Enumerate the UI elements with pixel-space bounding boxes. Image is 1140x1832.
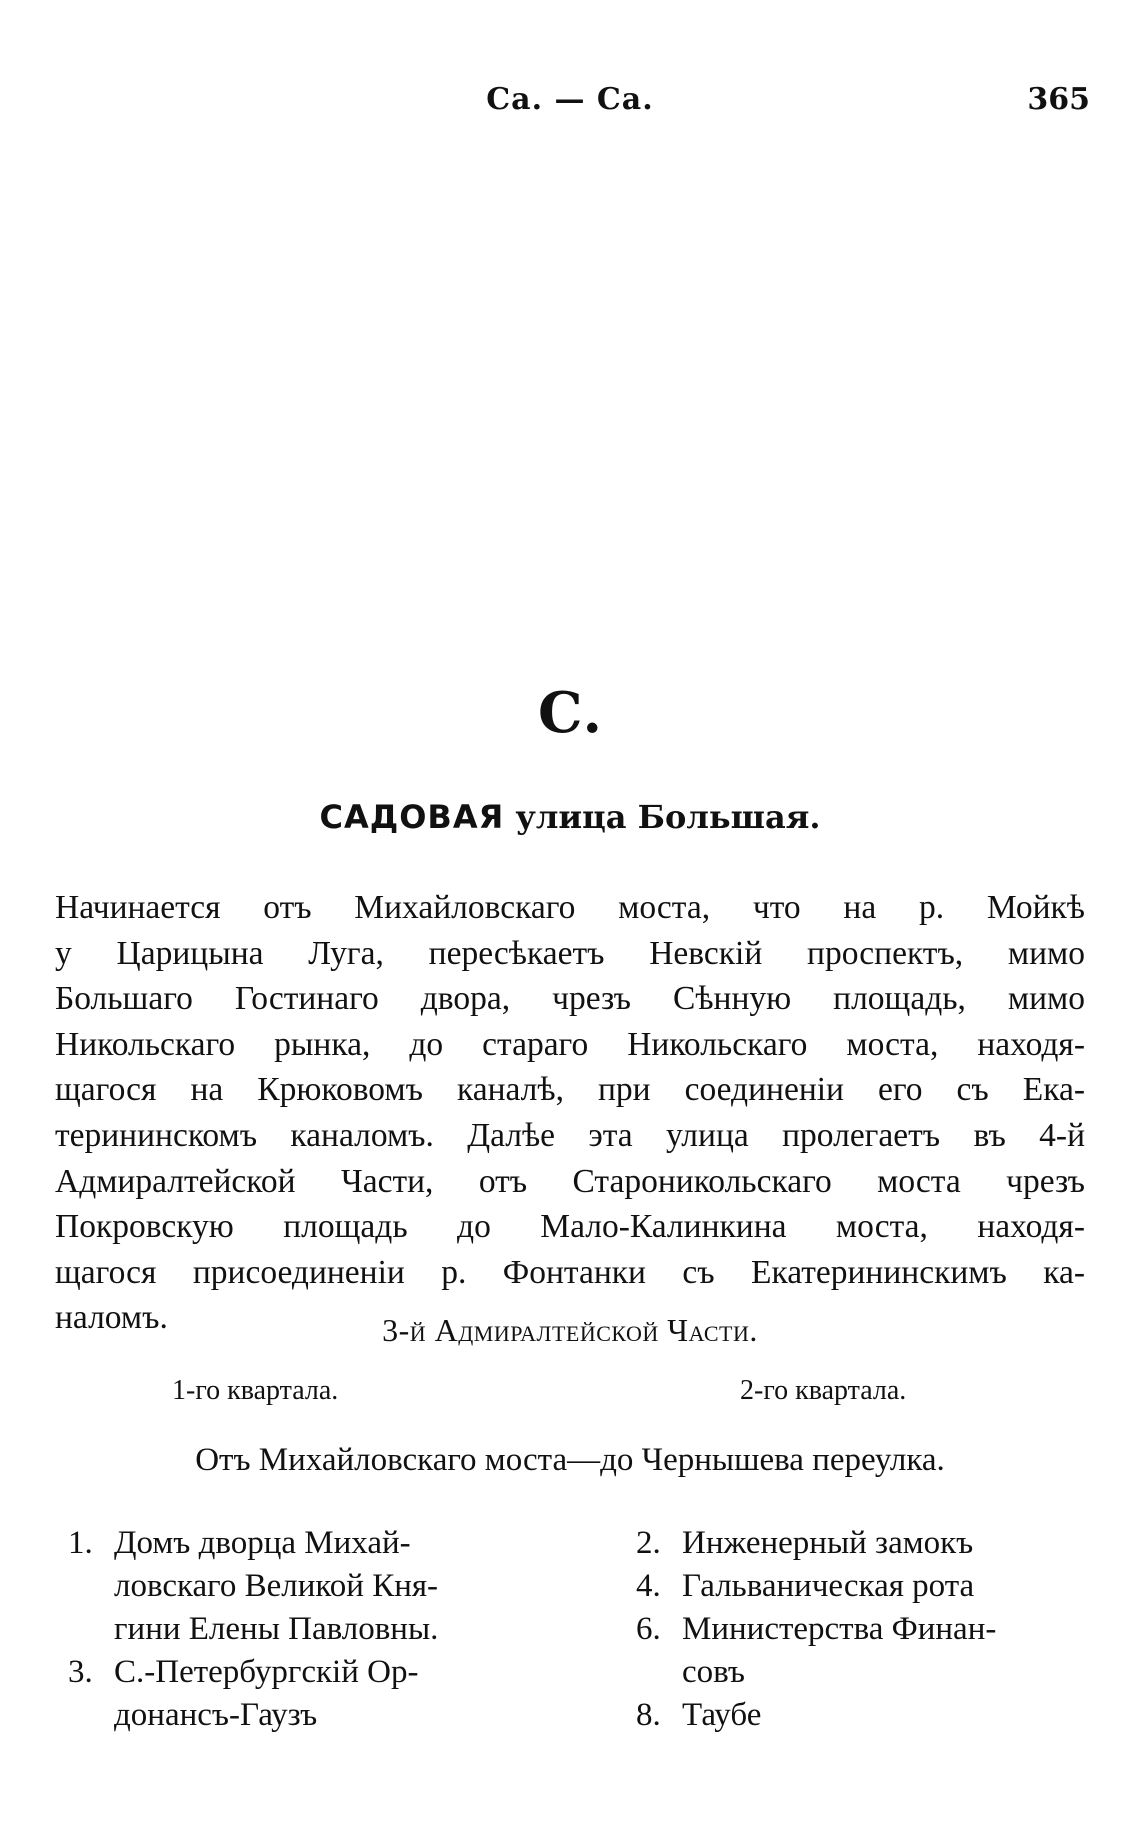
street-name-caps: САДОВАЯ: [319, 798, 505, 836]
list-item: [636, 1608, 1096, 1694]
list-item: [636, 1694, 1096, 1737]
description-line: Адмиралтейской Части, отъ Староникольскаго моста чрезъ: [55, 1162, 1085, 1200]
entry-text-line: Домъ дворца Михай-: [114, 1525, 411, 1561]
entry-text-line: Министерства Финан-: [682, 1611, 997, 1647]
description-line: Большаго Гостинаго двора, чрезъ Сѣнную площадь, мимо: [55, 980, 1085, 1018]
district-heading: 3-й Адмиралтейской Части.: [382, 1312, 758, 1348]
entry-text-line: Гальваническая рота: [682, 1568, 975, 1604]
description-line: Никольскаго рынка, до стараго Никольскаго моста, находя-: [55, 1025, 1085, 1063]
running-title: Са. — Са.: [486, 82, 654, 117]
entry-text-line: Таубе: [682, 1697, 762, 1733]
page-number: 365: [1027, 82, 1090, 117]
description-line: наломъ.: [55, 1299, 168, 1337]
quarter-label-right: 2-го квартала.: [740, 1375, 907, 1406]
entry-number: 8.: [636, 1697, 661, 1733]
description-line: щагося присоединеніи р. Фонтанки съ Екатерининскимъ ка-: [55, 1253, 1085, 1291]
description-line: щагося на Крюковомъ каналѣ, при соединеніи его съ Ека-: [55, 1071, 1085, 1109]
entry-number: 3.: [68, 1654, 93, 1690]
odd-side-list: [68, 1522, 538, 1737]
street-title: [0, 798, 1140, 836]
description-line: Начинается отъ Михайловскаго моста, что на р. Мойкѣ: [55, 889, 1085, 926]
even-side-list: [636, 1522, 1096, 1737]
entry-text-line: С.-Петербургскій Ор-: [114, 1654, 419, 1690]
description-line: Покровскую площадь до Мало-Калинкина моста, находя-: [55, 1208, 1085, 1246]
entry-number: 2.: [636, 1525, 661, 1561]
running-head: [0, 82, 1140, 132]
description-line: терининскомъ каналомъ. Далѣе эта улица пролегаетъ въ 4-й: [55, 1116, 1085, 1154]
list-item: [636, 1565, 1096, 1608]
entry-number: 1.: [68, 1525, 93, 1561]
entry-text-line: донансъ-Гаузъ: [114, 1697, 318, 1733]
street-description: [55, 885, 1085, 1341]
entry-text-line: Инженерный замокъ: [682, 1525, 974, 1561]
section-letter: С.: [537, 680, 603, 746]
list-item: [68, 1522, 538, 1651]
entry-number: 6.: [636, 1611, 661, 1647]
entry-number: 4.: [636, 1568, 661, 1604]
entry-text-line: совъ: [682, 1654, 745, 1690]
segment-heading: Отъ Михайловскаго моста—до Чернышева переулка.: [195, 1442, 945, 1478]
list-item: [68, 1651, 538, 1737]
list-item: [636, 1522, 1096, 1565]
entry-text-line: ловскаго Великой Кня-: [114, 1568, 439, 1604]
entry-text-line: гини Елены Павловны.: [114, 1611, 439, 1647]
street-name-rest: улица Большая.: [515, 798, 821, 836]
description-line: у Царицына Луга, пересѣкаетъ Невскій проспектъ, мимо: [55, 934, 1085, 972]
quarter-label-left: 1-го квартала.: [172, 1375, 339, 1406]
